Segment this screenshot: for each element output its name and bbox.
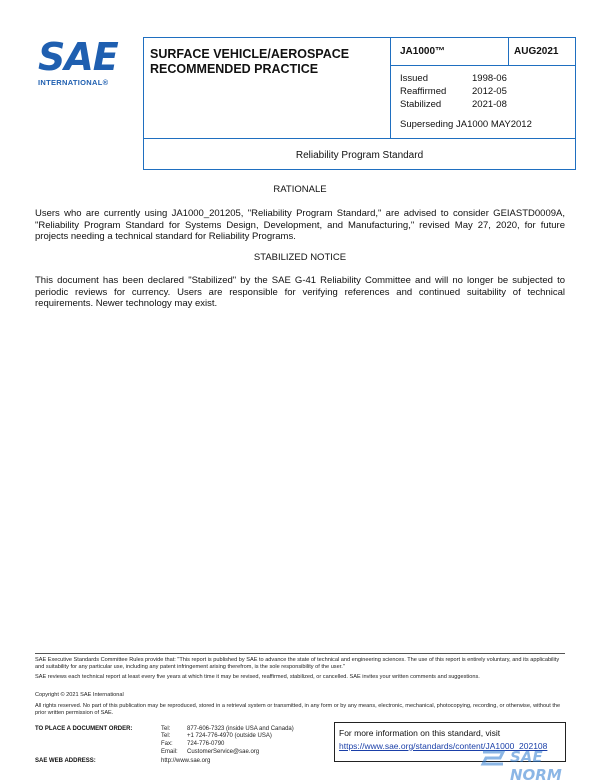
more-info-text: For more information on this standard, visit: [339, 728, 501, 738]
document-number: JA1000™: [400, 46, 446, 57]
document-date: AUG2021: [514, 46, 559, 57]
email-link[interactable]: CustomerService@sae.org: [187, 749, 260, 755]
watermark-logo-icon: [480, 748, 506, 770]
status-issued-value: 1998-06: [472, 73, 507, 84]
contact-label: Tel:: [161, 726, 171, 732]
rationale-text: Users who are currently using JA1000_201205, "Reliability Program Standard," are advised to consider GEIASTD0009A, "Reliability Program Standard for Systems Design, Development, and Manufacturing," revised May 27, 2020, for future projects needing a technical standard for Reliability Programs.: [35, 208, 565, 243]
sae-logo: [38, 35, 130, 88]
stabilized-heading: STABILIZED NOTICE: [253, 252, 347, 263]
committee-rules: SAE Executive Standards Committee Rules provide that: "This report is published by SAE to advance the state of technical and engineering sciences. The use of this report is entirely voluntary, and its applicability and suitability for any particular use, including any patent infringement arising therefrom, is the sole responsibility of the user.": [35, 657, 560, 671]
footer-rule: [35, 653, 565, 654]
logo-letters: SAE: [38, 35, 118, 79]
contact-value: +1 724-776-4970 (outside USA): [187, 733, 272, 739]
copyright: Copyright © 2021 SAE International: [35, 692, 124, 698]
order-label: TO PLACE A DOCUMENT ORDER:: [35, 726, 133, 732]
status-reaffirmed-label: Reaffirmed: [400, 86, 447, 97]
contact-value: 877-606-7323 (inside USA and Canada): [187, 726, 294, 732]
status-reaffirmed-value: 2012-05: [472, 86, 507, 97]
rights-notice: All rights reserved. No part of this publication may be reproduced, stored in a retrieval system or transmitted, in any form or by any means, electronic, mechanical, photocopying, recording, or otherwise, without the prior written permission of SAE.: [35, 703, 561, 717]
header-divider: [144, 138, 575, 139]
contact-label: Fax:: [161, 741, 173, 747]
watermark: [480, 742, 592, 784]
status-stabilized-label: Stabilized: [400, 99, 442, 110]
standard-title: Reliability Program Standard: [295, 150, 424, 161]
status-stabilized-value: 2021-08: [472, 99, 507, 110]
document-type: SURFACE VEHICLE/AEROSPACE RECOMMENDED PRACTICE: [150, 47, 350, 76]
web-address-link[interactable]: http://www.sae.org: [161, 758, 211, 764]
standard-link[interactable]: https://www.sae.org/standards/content/JA1000_202108: [339, 741, 548, 751]
web-address-label: SAE WEB ADDRESS:: [35, 758, 96, 764]
contact-label: Tel:: [161, 733, 171, 739]
header-divider: [390, 38, 391, 139]
header-divider: [390, 65, 576, 66]
document-header: [143, 37, 576, 170]
rationale-heading: RATIONALE: [273, 184, 327, 195]
superseding-note: Superseding JA1000 MAY2012: [400, 119, 532, 130]
contact-label: Email:: [161, 749, 178, 755]
status-issued-label: Issued: [400, 73, 428, 84]
watermark-text: SAE NORM: [510, 748, 562, 784]
header-divider: [508, 38, 509, 66]
contact-value: 724-776-0790: [187, 741, 225, 747]
stabilized-text: This document has been declared "Stabilized" by the SAE G-41 Reliability Committee and will no longer be subjected to periodic reviews for currency. Users are responsible for verifying references and continued suitability of technical requirements. Newer technology may exist.: [35, 275, 565, 310]
review-notice: SAE reviews each technical report at least every five years at which time it may be revised, reaffirmed, stabilized, or cancelled. SAE invites your written comments and suggestions.: [35, 674, 480, 680]
logo-subtitle: INTERNATIONAL®: [38, 78, 109, 87]
